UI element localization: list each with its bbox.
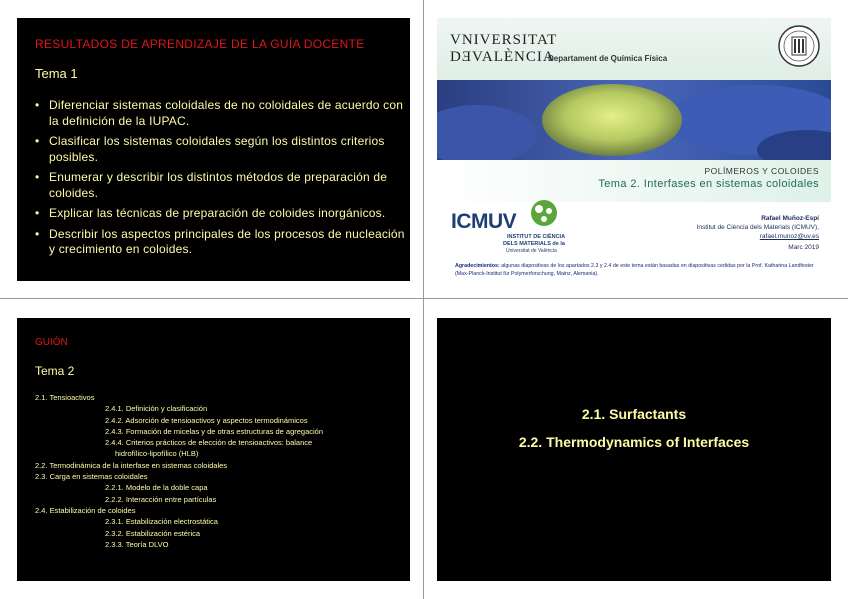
page-divider-vertical [423, 0, 424, 599]
slide3-subtitle: Tema 2 [35, 364, 75, 378]
icmuv-subtitle-3: Universitat de València [506, 248, 557, 254]
university-seal-icon [777, 23, 821, 69]
acknowledgements [455, 262, 825, 278]
outcome-item [35, 134, 405, 165]
ack-label: Agradecimientos: [455, 263, 500, 269]
university-logo-line1: VNIVERSITAT [450, 32, 558, 48]
section-title-2: 2.2. Thermodynamics of Interfaces [518, 434, 750, 450]
outcome-text: Explicar las técnicas de preparación de coloides inorgánicos. [49, 206, 386, 220]
outline-item: 2.4.4. Criterios prácticos de elección de tensioactivos: balance [105, 438, 313, 448]
outline-item: 2.4.1. Definición y clasificación [105, 404, 208, 414]
bullet-icon: • [35, 226, 40, 241]
slide-learning-outcomes [17, 18, 410, 281]
outline-item: 2.1. Tensioactivos [35, 393, 95, 402]
icmuv-molecule-icon [527, 198, 561, 228]
microscopy-image [437, 80, 831, 160]
outcome-text: Describir los aspectos principales de los procesos de nucleación y crecimiento en coloides. [49, 226, 405, 256]
slide-outline [17, 318, 410, 581]
author-name: Rafael Muñoz-Espí [761, 215, 819, 222]
outline-item: 2.3.3. Teoría DLVO [105, 539, 169, 549]
page-divider-horizontal [0, 298, 848, 299]
icmuv-logo-text: ICMUV [451, 210, 517, 233]
outline-item: 2.3.1. Estabilización electrostática [105, 517, 218, 527]
outline-item: 2.2.2. Interacción entre partículas [105, 494, 217, 504]
slide1-subtitle: Tema 1 [35, 66, 78, 81]
bullet-icon: • [35, 170, 40, 184]
ack-text: algunas diapositivas de los apartados 2.3 y 2.4 de este tema están basadas en diapositivas cedidas por la Prof. Katharina Landfester (Max-Planck-Institut für Polymerforschung, Mainz, Alemania). [455, 263, 814, 277]
outcome-item [35, 206, 405, 222]
course-name: POLÍMEROS Y COLOIDES [704, 166, 819, 176]
section-title-1: 2.1. Surfactants [581, 406, 687, 422]
outline-item: 2.3. Carga en sistemas coloidales [35, 472, 148, 482]
slide-title-page [437, 18, 831, 281]
outline-item: 2.4. Estabilización de coloides [35, 505, 136, 515]
icmuv-subtitle-2: DELS MATERIALS de la [503, 241, 565, 247]
outcomes-list [35, 98, 405, 263]
department-name: Departament de Química Física [548, 54, 668, 63]
university-logo-line2: DƎVALÈNCIA [450, 49, 555, 65]
outcome-item [35, 98, 405, 129]
slide3-title: GUIÓN [35, 337, 68, 348]
icmuv-logo [451, 198, 601, 254]
topic-title: Tema 2. Interfases en sistemas coloidales [598, 178, 819, 190]
outline-list [35, 392, 323, 550]
bullet-icon: • [35, 206, 40, 220]
author-email[interactable]: rafael.munoz@uv.es [759, 233, 819, 240]
slide1-title: RESULTADOS DE APRENDIZAJE DE LA GUÍA DOCENTE [35, 37, 365, 51]
author-institute: Institut de Ciència dels Materials (ICMUV), [696, 224, 819, 231]
outline-item: hidrofílico-lipofílico (HLB) [115, 449, 199, 459]
outcome-item [35, 227, 405, 258]
outline-item: 2.3.2. Estabilización estérica [105, 528, 201, 538]
outcome-item [35, 170, 405, 201]
bullet-icon: • [35, 98, 40, 112]
bullet-icon: • [35, 134, 40, 148]
outline-item: 2.2.1. Modelo de la doble capa [105, 483, 208, 493]
slide-section-title [437, 318, 831, 581]
icmuv-subtitle-1: INSTITUT DE CIÈNCIA [507, 234, 566, 240]
slide-date: Marc 2019 [788, 244, 819, 251]
outcome-text: Clasificar los sistemas coloidales según los distintos criterios posibles. [49, 134, 385, 164]
outline-item: 2.4.2. Adsorción de tensioactivos y aspectos termodinámicos [105, 415, 308, 425]
outcome-text: Enumerar y describir los distintos métodos de preparación de coloides. [49, 170, 388, 200]
outline-item: 2.4.3. Formación de micelas y de otras estructuras de agregación [105, 426, 324, 436]
outcome-text: Diferenciar sistemas coloidales de no coloidales de acuerdo con la definición de la IUPAC. [49, 98, 404, 128]
outline-item: 2.2. Termodinámica de la interfase en sistemas coloidales [35, 460, 228, 470]
